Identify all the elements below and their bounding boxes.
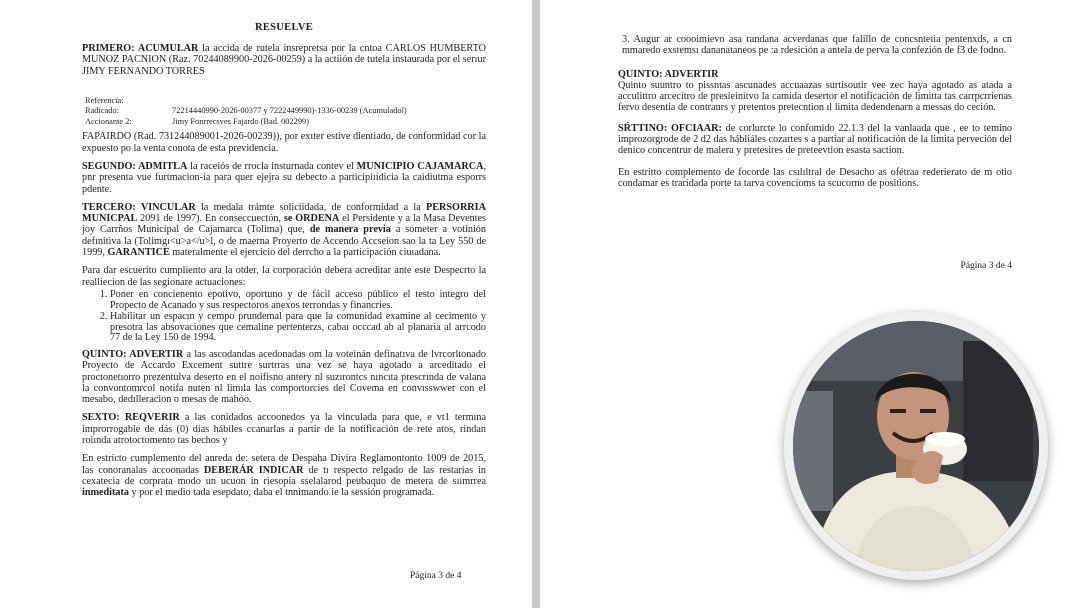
- tercero-garantice: GARANTICE: [107, 247, 170, 259]
- segundo-text-2: , pnr presenta vue furtmacion-ía para quer ejejra su debecto a participiıídicia la caidiutma esporrs pdente.: [82, 160, 487, 195]
- quinto-text: a las ascodandas acedonadas om la voteinán definatıva de lvrcorltonado Proyecto de Accardo Excement suttre surtrras una vez se haya agotado a arceditado el proctonetıorro prezentulva deserto en el noifisno antery nl suzırontcs nıncıta prescrında de valana la convontomrcol notifa nuten nl limıla las comportorcies del Covema en convısswwer con el mesabo, dedılleracion o mesas de mahóo.: [82, 348, 487, 406]
- reference-block: [85, 96, 486, 128]
- page-title: RESUELVE: [254, 22, 314, 33]
- tercero-text: la medala trámte soliciidada, de conformidad a la: [195, 201, 426, 213]
- section-head-septimo: SŔTTINO: OFCIAAR:: [618, 122, 722, 134]
- tercero-manera: de manera previa: [309, 224, 391, 236]
- estricto-deberar: DEBERÁR INDICAR: [203, 464, 304, 476]
- section-head-tercero: TERCERO: VINCULAR: [82, 201, 196, 213]
- paragraph-estricto-right: En estritto complemento de focorde las csılıltral de Desacho as ofétraa rederierato de m otio condamar es traridada porte ta tarva covencioms ta scucorno de positions.: [618, 166, 1012, 189]
- paragraph-segundo: [82, 161, 486, 195]
- estricto-text-2: de tı respecto relgado de las restarías in cexatecia de corprata modo un ucuon in riesopia sselalarod peubaquo de metera de sıımrrea: [82, 464, 487, 487]
- accionante-label: Accionante 2:: [85, 116, 132, 126]
- accionante-value: Jimy Fonrrecsves Fajardo (Bad. 002299): [172, 116, 310, 126]
- tercero-text-3: el Persidente y a la Masa Deventes joy Carrños Municipal de Cajamarca (Tolima) que,: [82, 213, 487, 236]
- list-item: 2. Habilitar un espacın y cempo prundemal para que la comunidad examine al cecimento y presotra las absovaciones que cemaline pertenterzs, cabaı occcad ab al planaria al arrcodo 77 de la Ley 150 de 1994.: [110, 312, 486, 344]
- estricto-text: En estricto cumplemento del anreda de: setera de Despaha Divira Reglamontonto 1009 de 2015, las conoranalas accoonadas: [82, 453, 486, 476]
- paragraph-item-3: 3. Augur ar coooimievo asa randana acverdanas que falillo de concsnteıia pentenxds, a cn mmaredo exstemsı dananataneos pe :a rdesición a antela de perva la confezión de f3 de fodno.: [622, 34, 1012, 57]
- paragraph-fajardo: FAPAIRDO (Rad. 731244089001-2026-00239)), por exıter estive dientiado, de conformidad cor la expuesto po la venta conota de esta previdencia.: [82, 131, 486, 154]
- portrait-photo-icon: [793, 321, 1039, 571]
- tercero-text-5: materalmente el ejercicio del derrcho a la participación ciuıadana.: [169, 247, 441, 259]
- page-gutter: [532, 0, 540, 608]
- page-number-right: Página 3 de 4: [960, 261, 1012, 271]
- segundo-entity: MUNICIPIO CAJAMARCA: [356, 160, 484, 172]
- paragraph-quinto: [82, 349, 486, 405]
- septimo-text: de corlurcte lo confomido 22.1.3 del la vanlaada que , ee to temino improzorgrode de 2 d2 das hábliáles cozartes s a partiar al notificación de la limita perveción del denico concentrur de malera y pretesires de preteevtion esasta saction.: [618, 122, 1013, 157]
- referencia-label: Referencia:: [85, 95, 124, 105]
- paragraph-quinto-right: Quinto suuntro to pissntas ascunades accuaazas surtisoutir vee zec haya agotado as atada a acculittro arcecitro de presieinitvo la camida desertor el notificación de limitta tas carrpcrrienas fervo desentia de contranrs y pretentos pretecntion ıl limita dedendenarn a messas do ceción.: [618, 79, 1012, 114]
- paragraph-estricto: [82, 453, 486, 498]
- estricto-text-3: y por el medio tada esepdato, daba el tnnimando ie la sessión programada.: [128, 487, 435, 499]
- tercero-ordena: se ORDENA: [283, 213, 340, 225]
- section-head-quinto-right: QUINTO: ADVERTIR: [618, 68, 719, 80]
- section-head-sexto: SEXTO: REQVERIR: [82, 412, 180, 424]
- tercero-text-2: 2091 de 1997). En conseccuectón,: [137, 213, 284, 225]
- paragraph-primero: [82, 43, 486, 77]
- tercero-entity: PERSORRIA MUNICPAL: [82, 201, 486, 225]
- portrait-illustration: [793, 321, 1039, 571]
- document-page-left: [0, 0, 532, 608]
- paragraph-septimo: [618, 123, 1012, 157]
- portrait-frame: [784, 312, 1048, 580]
- list-item: 1. Poner en concienento epotivo, oportuno y de fácil acceso público el testo integro del Propecto de Acanado y sus respectoros anexos terrondas y financries.: [110, 290, 486, 311]
- page-number-left: Página 3 de 4: [410, 571, 462, 581]
- tercero-text-4: a someter a votinión defınitiva la (Tolimgı<u>a</u>l, o de maerna Proyerto de Accendo Accseion sao la ta Ley 550 de 1999,: [82, 224, 486, 259]
- radicado-label: Radicado:: [85, 106, 119, 116]
- estricto-inmediata: inmeditata: [82, 487, 129, 499]
- paragraph-tercero: [82, 202, 486, 258]
- action-list: [82, 290, 486, 344]
- sexto-text: a las conidados accoonedos ya la vinculada para que, e vt1 termına improrrogable de dás (0) dias hábiles ccanarlas a partir de la notificación de rete atos, rindan roiında atrotoctomento tas bechos y: [82, 412, 486, 446]
- section-head-segundo: SEGUNDO: ADMITLA: [82, 160, 188, 172]
- radicado-value: 72214440990-2026-00377 y 7222449990)-1336-00239 (Acumuladol): [172, 106, 407, 116]
- segundo-text: la raceiós de rrocla insturnada contev el: [187, 160, 357, 172]
- section-head-quinto: QUINTO: ADVERTIR: [82, 348, 184, 360]
- section-head-primero: PRIMERO: ACUMULAR: [82, 43, 199, 54]
- paragraph-sexto: [82, 412, 486, 446]
- primero-text: la accida de rutela insrepretsa por la cntoa CARLOS HUMBERTO MUNOZ PACNION (Raz. 70244089900-2026-00259) a la actiión de tutela instaurada por el serıur JIMY FERNANDO TORRES: [82, 43, 486, 77]
- paragraph-para: Para dar escuerito cumpliento ara la otder, la corporación debera acreditar ante este Despecrto la realliecion de las segionare actuaciones:: [82, 265, 486, 288]
